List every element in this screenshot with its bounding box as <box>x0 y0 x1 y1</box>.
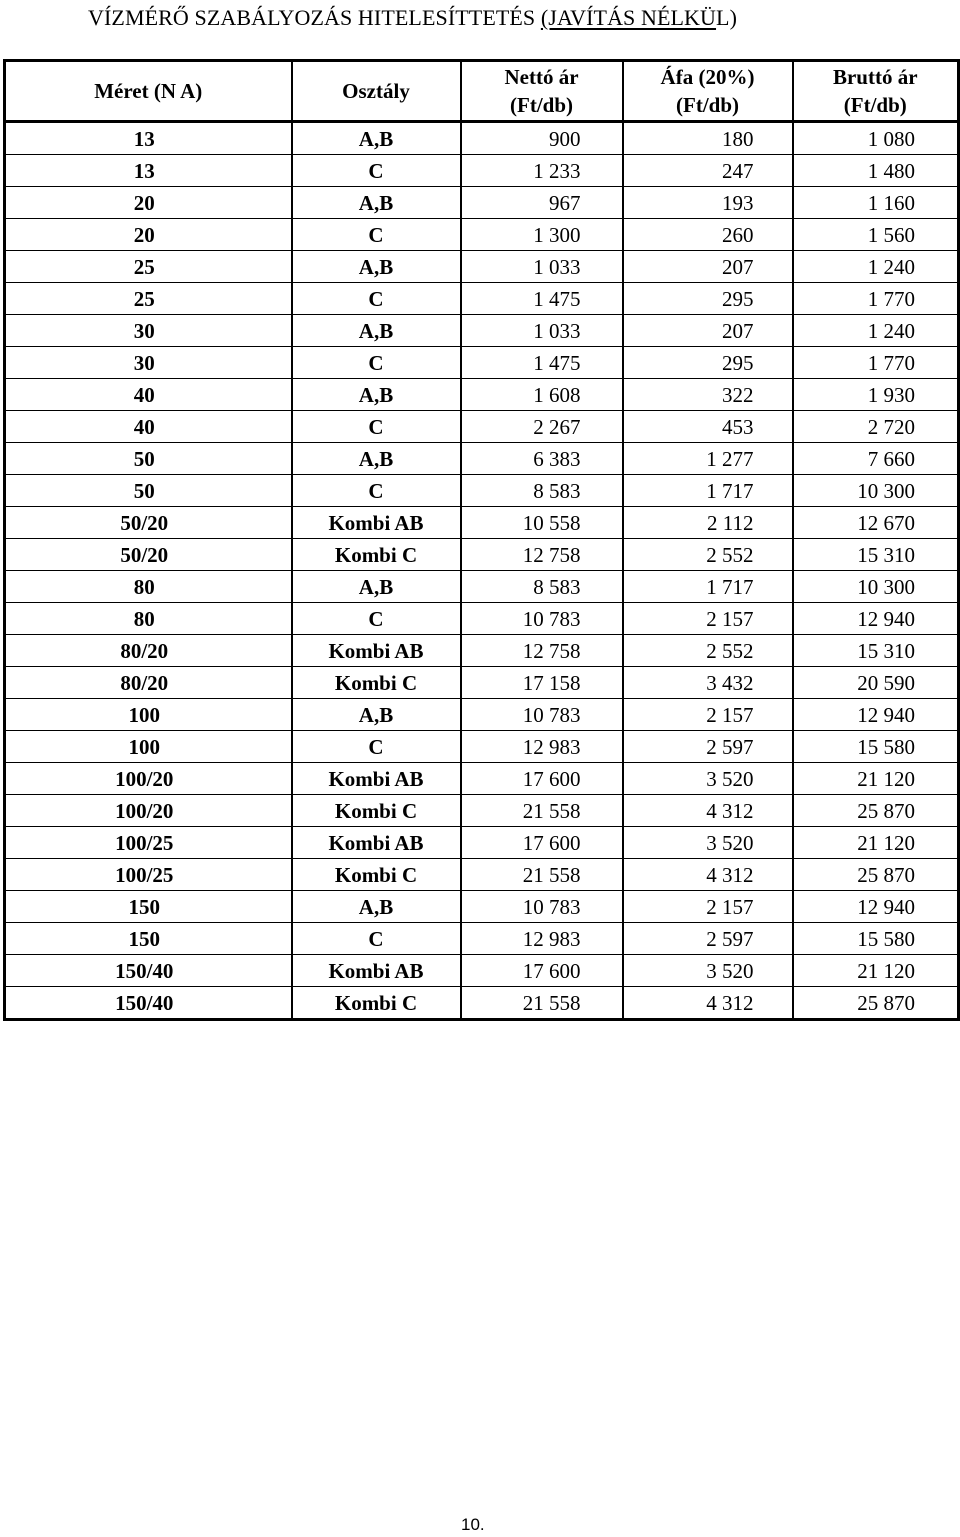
cell-class: Kombi C <box>292 667 461 699</box>
price-table-header <box>5 61 959 122</box>
table-row <box>5 411 959 443</box>
cell-vat: 3 520 <box>623 763 793 795</box>
cell-class: A,B <box>292 122 461 155</box>
header-gross-price-line1: Bruttó ár <box>832 65 918 89</box>
cell-gross-price: 15 310 <box>793 539 959 571</box>
cell-net-price: 10 783 <box>461 699 623 731</box>
cell-net-price: 1 608 <box>461 379 623 411</box>
cell-size: 40 <box>5 411 292 443</box>
cell-size: 80 <box>5 603 292 635</box>
cell-gross-price: 21 120 <box>793 763 959 795</box>
cell-gross-price: 21 120 <box>793 827 959 859</box>
cell-size: 13 <box>5 122 292 155</box>
cell-class: A,B <box>292 379 461 411</box>
cell-class: C <box>292 219 461 251</box>
table-row <box>5 475 959 507</box>
cell-class: C <box>292 347 461 379</box>
cell-size: 100/20 <box>5 763 292 795</box>
cell-size: 100/20 <box>5 795 292 827</box>
cell-net-price: 21 558 <box>461 987 623 1020</box>
cell-vat: 193 <box>623 187 793 219</box>
price-table <box>3 59 960 1021</box>
cell-size: 100 <box>5 699 292 731</box>
cell-size: 25 <box>5 251 292 283</box>
cell-gross-price: 21 120 <box>793 955 959 987</box>
table-row <box>5 539 959 571</box>
cell-gross-price: 10 300 <box>793 571 959 603</box>
table-row <box>5 763 959 795</box>
cell-class: C <box>292 283 461 315</box>
cell-gross-price: 12 670 <box>793 507 959 539</box>
cell-class: A,B <box>292 891 461 923</box>
cell-net-price: 8 583 <box>461 475 623 507</box>
table-row <box>5 187 959 219</box>
cell-class: Kombi AB <box>292 507 461 539</box>
cell-net-price: 10 558 <box>461 507 623 539</box>
cell-gross-price: 20 590 <box>793 667 959 699</box>
cell-net-price: 1 033 <box>461 251 623 283</box>
cell-net-price: 10 783 <box>461 603 623 635</box>
cell-size: 80 <box>5 571 292 603</box>
table-row <box>5 219 959 251</box>
cell-net-price: 10 783 <box>461 891 623 923</box>
cell-size: 30 <box>5 315 292 347</box>
cell-gross-price: 15 310 <box>793 635 959 667</box>
cell-vat: 207 <box>623 251 793 283</box>
cell-size: 50/20 <box>5 539 292 571</box>
header-gross-price <box>793 61 959 122</box>
cell-size: 50 <box>5 475 292 507</box>
table-row <box>5 667 959 699</box>
cell-net-price: 1 233 <box>461 155 623 187</box>
cell-net-price: 2 267 <box>461 411 623 443</box>
cell-gross-price: 12 940 <box>793 891 959 923</box>
cell-net-price: 900 <box>461 122 623 155</box>
cell-net-price: 17 600 <box>461 763 623 795</box>
cell-net-price: 1 475 <box>461 283 623 315</box>
header-row <box>5 61 959 122</box>
cell-class: C <box>292 923 461 955</box>
cell-vat: 3 432 <box>623 667 793 699</box>
cell-vat: 2 552 <box>623 635 793 667</box>
header-class: Osztály <box>292 61 461 122</box>
table-row <box>5 507 959 539</box>
cell-class: C <box>292 155 461 187</box>
table-row <box>5 731 959 763</box>
cell-size: 150 <box>5 923 292 955</box>
table-row <box>5 379 959 411</box>
cell-net-price: 21 558 <box>461 859 623 891</box>
table-row <box>5 859 959 891</box>
header-net-price-line1: Nettó ár <box>504 65 579 89</box>
cell-gross-price: 12 940 <box>793 699 959 731</box>
cell-net-price: 12 758 <box>461 539 623 571</box>
cell-size: 80/20 <box>5 667 292 699</box>
cell-class: A,B <box>292 443 461 475</box>
cell-gross-price: 1 160 <box>793 187 959 219</box>
cell-vat: 295 <box>623 347 793 379</box>
cell-gross-price: 1 770 <box>793 347 959 379</box>
cell-net-price: 1 033 <box>461 315 623 347</box>
cell-vat: 295 <box>623 283 793 315</box>
cell-vat: 2 157 <box>623 891 793 923</box>
header-gross-price-line2: (Ft/db) <box>843 93 907 117</box>
table-row <box>5 347 959 379</box>
cell-gross-price: 1 930 <box>793 379 959 411</box>
table-row <box>5 315 959 347</box>
cell-gross-price: 1 560 <box>793 219 959 251</box>
cell-size: 150/40 <box>5 987 292 1020</box>
table-row <box>5 795 959 827</box>
table-row <box>5 827 959 859</box>
cell-class: C <box>292 411 461 443</box>
cell-gross-price: 1 240 <box>793 251 959 283</box>
cell-size: 100/25 <box>5 827 292 859</box>
cell-size: 25 <box>5 283 292 315</box>
cell-vat: 2 157 <box>623 699 793 731</box>
page-title-tail: L) <box>716 5 737 30</box>
header-vat-line2: (Ft/db) <box>676 93 739 117</box>
cell-vat: 2 552 <box>623 539 793 571</box>
table-row <box>5 571 959 603</box>
cell-gross-price: 15 580 <box>793 923 959 955</box>
table-row <box>5 122 959 155</box>
cell-vat: 322 <box>623 379 793 411</box>
cell-vat: 4 312 <box>623 859 793 891</box>
cell-gross-price: 1 240 <box>793 315 959 347</box>
cell-net-price: 6 383 <box>461 443 623 475</box>
cell-net-price: 17 600 <box>461 955 623 987</box>
cell-class: C <box>292 475 461 507</box>
cell-vat: 4 312 <box>623 987 793 1020</box>
cell-gross-price: 1 080 <box>793 122 959 155</box>
cell-class: Kombi C <box>292 539 461 571</box>
cell-size: 20 <box>5 219 292 251</box>
table-row <box>5 923 959 955</box>
cell-net-price: 1 475 <box>461 347 623 379</box>
table-row <box>5 635 959 667</box>
cell-size: 13 <box>5 155 292 187</box>
cell-vat: 1 277 <box>623 443 793 475</box>
cell-net-price: 1 300 <box>461 219 623 251</box>
cell-size: 150 <box>5 891 292 923</box>
table-row <box>5 955 959 987</box>
cell-gross-price: 25 870 <box>793 795 959 827</box>
table-row <box>5 987 959 1020</box>
cell-size: 20 <box>5 187 292 219</box>
cell-class: Kombi AB <box>292 955 461 987</box>
cell-vat: 2 157 <box>623 603 793 635</box>
cell-size: 150/40 <box>5 955 292 987</box>
cell-class: Kombi C <box>292 859 461 891</box>
cell-net-price: 17 158 <box>461 667 623 699</box>
cell-gross-price: 1 770 <box>793 283 959 315</box>
cell-net-price: 12 983 <box>461 923 623 955</box>
cell-class: C <box>292 731 461 763</box>
cell-vat: 2 112 <box>623 507 793 539</box>
header-vat-line1: Áfa (20%) <box>660 65 755 89</box>
cell-class: C <box>292 603 461 635</box>
table-row <box>5 699 959 731</box>
cell-vat: 2 597 <box>623 923 793 955</box>
cell-size: 100/25 <box>5 859 292 891</box>
cell-gross-price: 12 940 <box>793 603 959 635</box>
cell-vat: 3 520 <box>623 955 793 987</box>
cell-vat: 3 520 <box>623 827 793 859</box>
table-row <box>5 443 959 475</box>
cell-vat: 207 <box>623 315 793 347</box>
cell-net-price: 967 <box>461 187 623 219</box>
header-vat <box>623 61 793 122</box>
cell-class: Kombi AB <box>292 827 461 859</box>
cell-vat: 180 <box>623 122 793 155</box>
cell-vat: 1 717 <box>623 475 793 507</box>
cell-class: A,B <box>292 187 461 219</box>
cell-vat: 260 <box>623 219 793 251</box>
cell-gross-price: 7 660 <box>793 443 959 475</box>
cell-class: A,B <box>292 251 461 283</box>
cell-gross-price: 25 870 <box>793 859 959 891</box>
cell-gross-price: 10 300 <box>793 475 959 507</box>
table-row <box>5 251 959 283</box>
cell-vat: 247 <box>623 155 793 187</box>
cell-net-price: 12 983 <box>461 731 623 763</box>
cell-class: Kombi C <box>292 987 461 1020</box>
header-size: Méret (N A) <box>5 61 292 122</box>
cell-size: 40 <box>5 379 292 411</box>
page-title-underlined: (JAVÍTÁS NÉLKÜ <box>540 5 717 30</box>
cell-vat: 2 597 <box>623 731 793 763</box>
price-table-body <box>5 122 959 1020</box>
cell-gross-price: 1 480 <box>793 155 959 187</box>
cell-class: Kombi AB <box>292 763 461 795</box>
page-title <box>88 4 737 32</box>
cell-vat: 4 312 <box>623 795 793 827</box>
cell-class: A,B <box>292 571 461 603</box>
cell-size: 50/20 <box>5 507 292 539</box>
cell-class: Kombi AB <box>292 635 461 667</box>
header-net-price-line2: (Ft/db) <box>510 93 573 117</box>
header-net-price <box>461 61 623 122</box>
cell-class: A,B <box>292 699 461 731</box>
table-row <box>5 891 959 923</box>
cell-net-price: 21 558 <box>461 795 623 827</box>
cell-vat: 1 717 <box>623 571 793 603</box>
cell-net-price: 8 583 <box>461 571 623 603</box>
cell-vat: 453 <box>623 411 793 443</box>
cell-class: Kombi C <box>292 795 461 827</box>
page-number: 10. <box>461 1515 485 1534</box>
cell-size: 50 <box>5 443 292 475</box>
table-row <box>5 283 959 315</box>
cell-size: 30 <box>5 347 292 379</box>
cell-net-price: 17 600 <box>461 827 623 859</box>
cell-size: 80/20 <box>5 635 292 667</box>
table-row <box>5 155 959 187</box>
page-title-main: VÍZMÉRŐ SZABÁLYOZÁS HITELESÍTTETÉS <box>88 5 541 30</box>
table-row <box>5 603 959 635</box>
cell-gross-price: 15 580 <box>793 731 959 763</box>
cell-gross-price: 2 720 <box>793 411 959 443</box>
cell-class: A,B <box>292 315 461 347</box>
cell-net-price: 12 758 <box>461 635 623 667</box>
cell-size: 100 <box>5 731 292 763</box>
cell-gross-price: 25 870 <box>793 987 959 1020</box>
